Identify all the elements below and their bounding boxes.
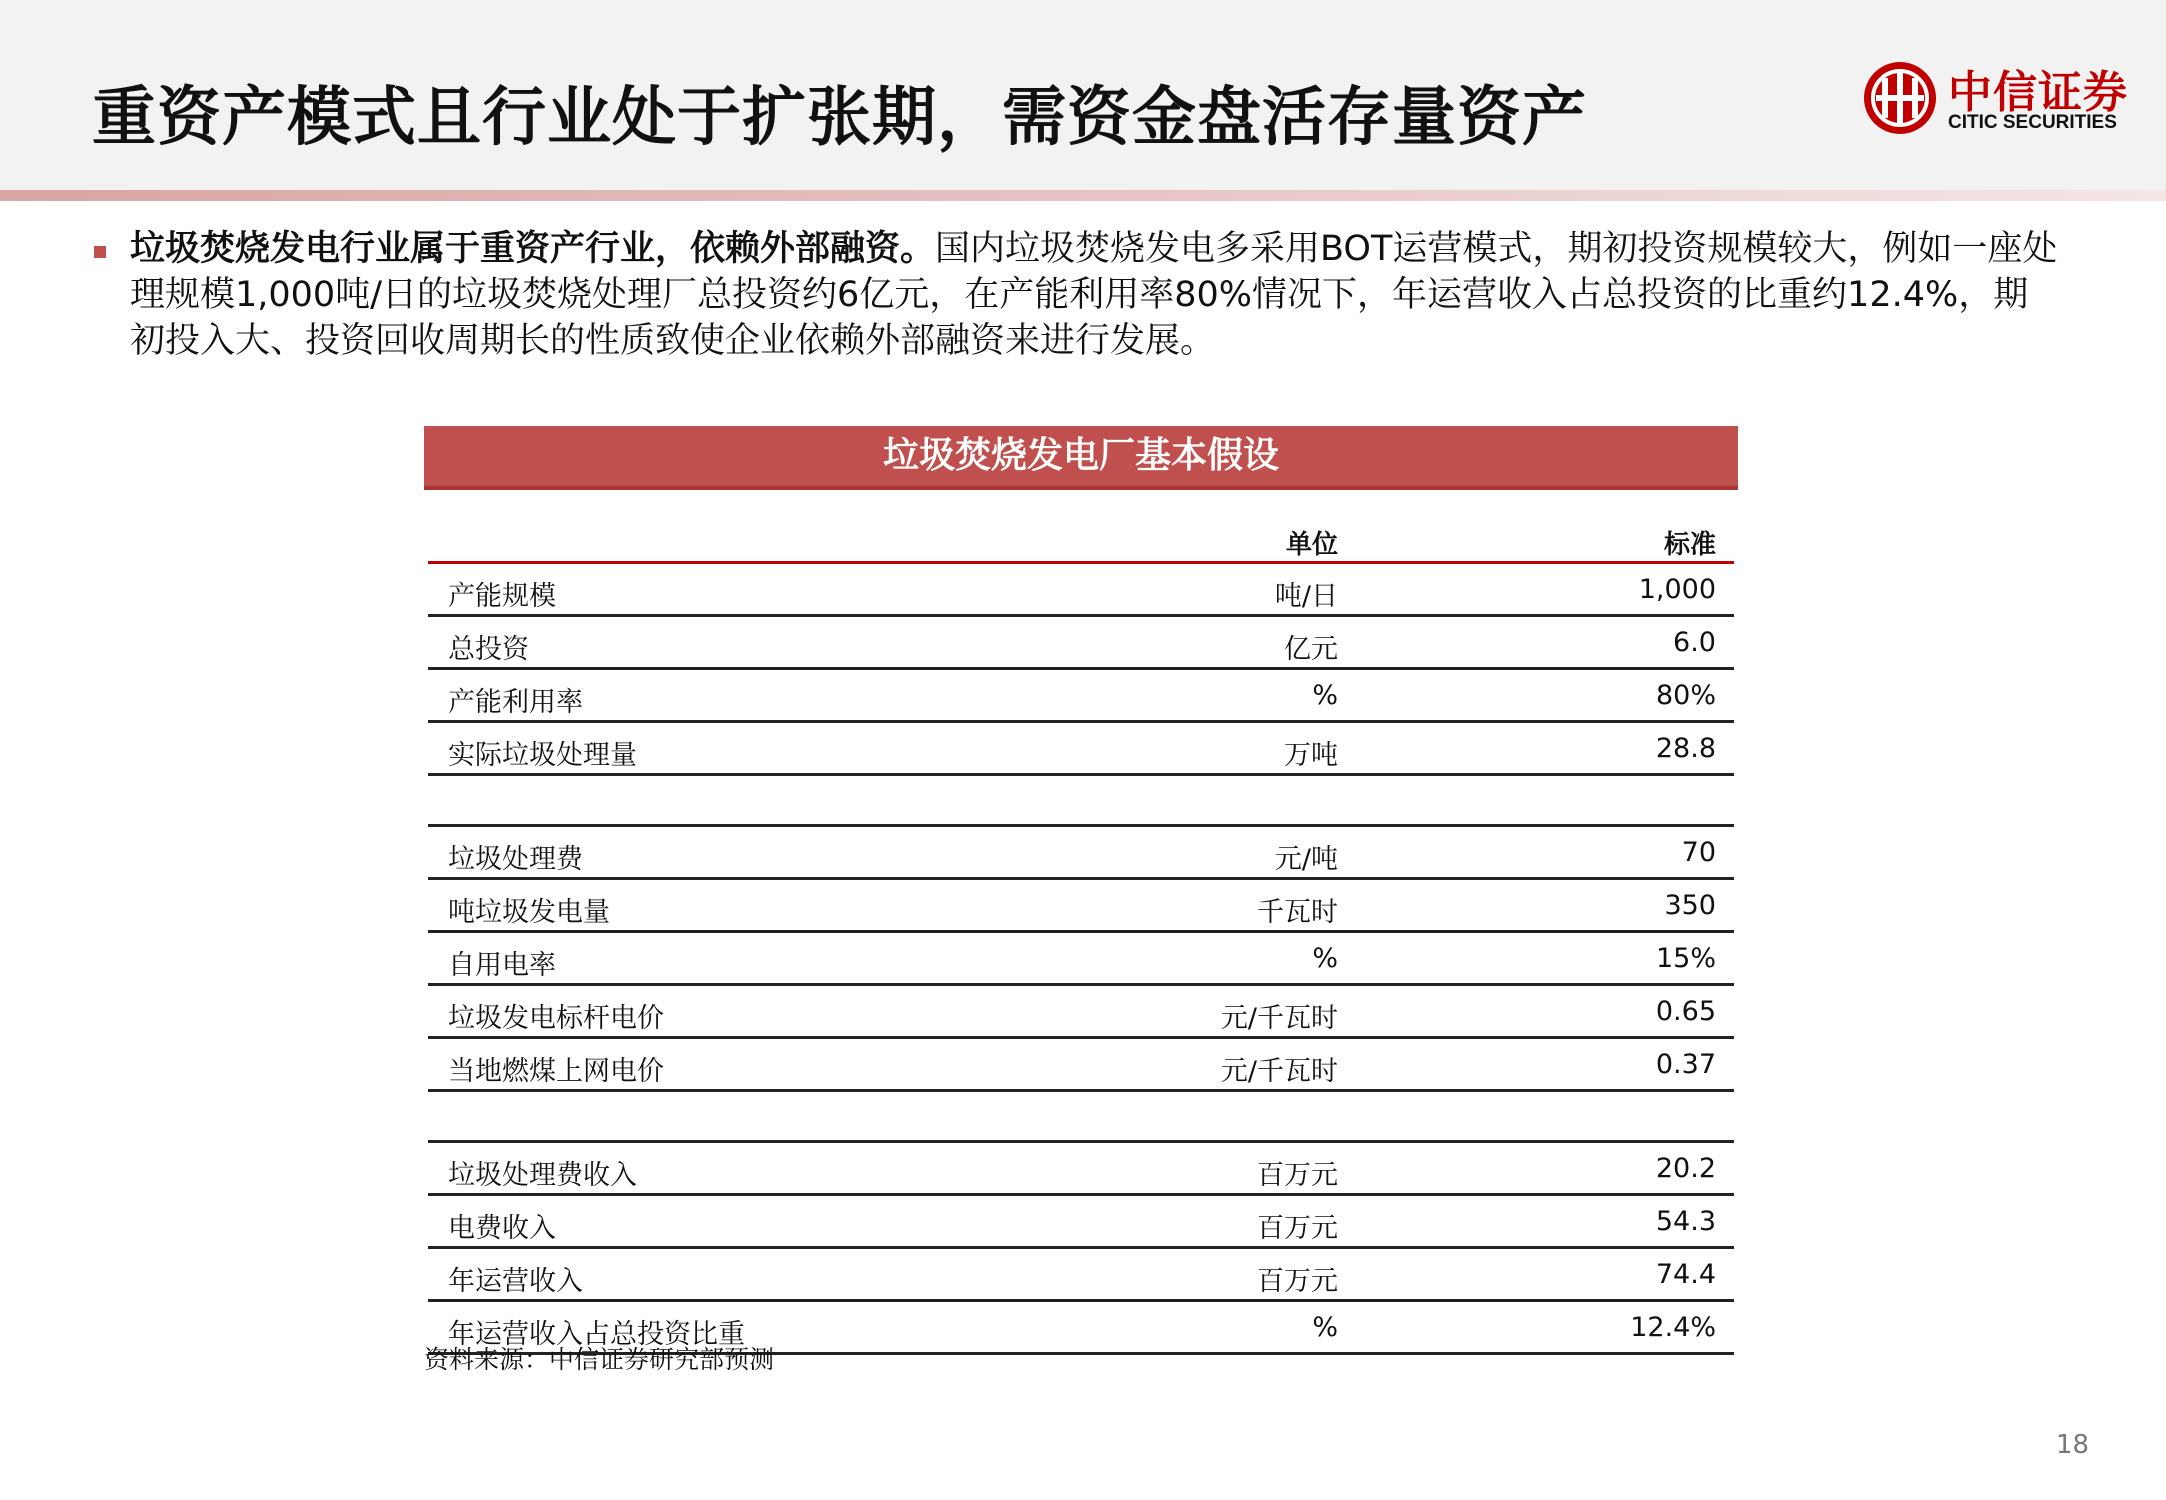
header-unit: 单位 <box>1285 530 1338 560</box>
table-row <box>428 617 1734 670</box>
row-unit: 百万元 <box>1257 1266 1338 1297</box>
row-unit: % <box>1312 680 1338 711</box>
row-value: 0.37 <box>1655 1049 1716 1080</box>
row-name: 实际垃圾处理量 <box>448 740 637 771</box>
row-value: 80% <box>1655 680 1716 711</box>
table-row <box>428 880 1734 933</box>
row-value: 74.4 <box>1655 1259 1716 1290</box>
header-standard: 标准 <box>1663 530 1716 560</box>
row-name: 总投资 <box>448 634 529 665</box>
table-spacer-row <box>428 776 1734 827</box>
table-row <box>428 1196 1734 1249</box>
bullet-paragraph <box>130 226 2060 364</box>
header-divider <box>0 190 2166 201</box>
row-unit: 百万元 <box>1257 1160 1338 1191</box>
row-value: 28.8 <box>1655 733 1716 764</box>
page-number: 18 <box>2056 1430 2090 1460</box>
citic-logo-icon <box>1862 60 1938 136</box>
row-unit: 千瓦时 <box>1257 897 1338 928</box>
table-row <box>428 827 1734 880</box>
citic-logo <box>1862 58 2132 142</box>
row-name: 自用电率 <box>448 950 556 981</box>
row-value: 54.3 <box>1655 1206 1716 1237</box>
bullet-bold-lead: 垃圾焚烧发电行业属于重资产行业，依赖外部融资。 <box>130 229 936 269</box>
slide-header <box>0 0 2166 190</box>
row-value: 12.4% <box>1630 1312 1716 1343</box>
row-value: 20.2 <box>1655 1153 1716 1184</box>
row-value: 0.65 <box>1655 996 1716 1027</box>
row-value: 70 <box>1681 837 1716 868</box>
bullet-body: 国内垃圾焚烧发电多采用BOT运营模式，期初投资规模较大，例如一座处理规模1,000吨/日的垃圾焚烧处理厂总投资约6亿元，在产能利用率80%情况下，年运营收入占总投资的比重约12.4%，期初投入大、投资回收周期长的性质致使企业依赖外部融资来进行发展。 <box>130 229 2058 361</box>
logo-text-cn: 中信证券 <box>1948 67 2128 118</box>
row-unit: 元/千瓦时 <box>1220 1003 1338 1034</box>
row-unit: % <box>1312 1312 1338 1343</box>
row-value: 6.0 <box>1673 627 1716 658</box>
row-unit: 百万元 <box>1257 1213 1338 1244</box>
row-value: 350 <box>1664 890 1716 921</box>
row-name: 垃圾处理费 <box>448 844 583 875</box>
assumptions-table <box>424 426 1738 1355</box>
row-name: 产能规模 <box>448 581 556 612</box>
bullet-square-icon <box>94 246 106 258</box>
row-unit: 万吨 <box>1284 740 1338 771</box>
row-unit: % <box>1312 943 1338 974</box>
row-name: 电费收入 <box>448 1213 556 1244</box>
table-row <box>428 564 1734 617</box>
row-name: 产能利用率 <box>448 687 583 718</box>
table-row <box>428 1039 1734 1092</box>
source-note: 资料来源：中信证券研究部预测 <box>424 1345 775 1374</box>
logo-text-en: CITIC SECURITIES <box>1948 112 2117 133</box>
row-name: 年运营收入占总投资比重 <box>448 1319 745 1350</box>
row-unit: 元/千瓦时 <box>1220 1056 1338 1087</box>
row-unit: 亿元 <box>1284 634 1338 665</box>
row-name: 年运营收入 <box>448 1266 583 1297</box>
table-row <box>428 1143 1734 1196</box>
row-value: 1,000 <box>1638 574 1716 605</box>
row-name: 垃圾发电标杆电价 <box>448 1003 664 1034</box>
table-title: 垃圾焚烧发电厂基本假设 <box>424 426 1738 490</box>
table-spacer-row <box>428 1092 1734 1143</box>
table-row <box>428 933 1734 986</box>
slide-title: 重资产模式且行业处于扩张期，需资金盘活存量资产 <box>92 81 1587 155</box>
table-row <box>428 1249 1734 1302</box>
row-unit: 吨/日 <box>1274 581 1338 612</box>
row-name: 吨垃圾发电量 <box>448 897 610 928</box>
table-header-row <box>424 490 1738 564</box>
row-unit: 元/吨 <box>1274 844 1338 875</box>
table-row <box>428 723 1734 776</box>
row-name: 垃圾处理费收入 <box>448 1160 637 1191</box>
table-row <box>428 670 1734 723</box>
row-value: 15% <box>1655 943 1716 974</box>
table-row <box>428 986 1734 1039</box>
row-name: 当地燃煤上网电价 <box>448 1056 664 1087</box>
